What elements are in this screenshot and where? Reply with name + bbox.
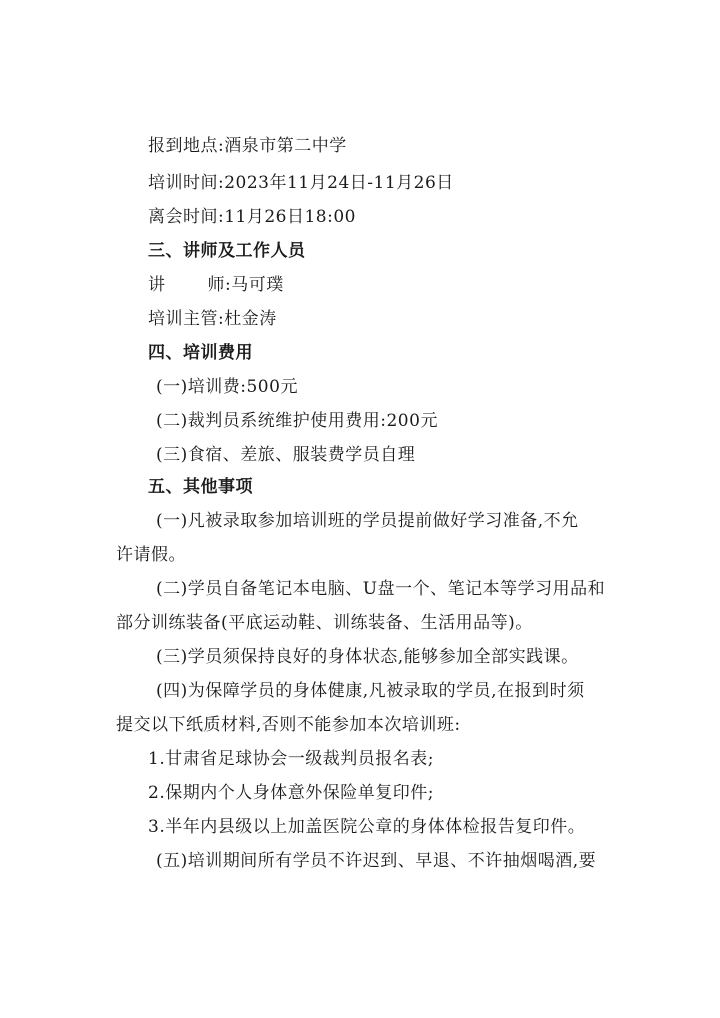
lecturer-line: [148, 273, 284, 297]
material-item-1: 1.甘肃省足球协会一级裁判员报名表;: [148, 749, 434, 769]
item-1-line-1: (一)凡被录取参加培训班的学员提前做好学习准备,不允: [156, 511, 579, 531]
item-4-line-1: (四)为保障学员的身体健康,凡被录取的学员,在报到时须: [156, 681, 585, 701]
item-1-line-2: 许请假。: [116, 545, 186, 565]
item-2-line-1: (二)学员自备笔记本电脑、U盘一个、笔记本等学习用品和: [156, 579, 606, 599]
section-5-heading: 五、其他事项: [148, 477, 253, 497]
fee-item-1: (一)培训费:500元: [156, 377, 298, 397]
fee-item-3: (三)食宿、差旅、服装费学员自理: [156, 445, 416, 465]
lecturer-label-part1: 讲: [148, 275, 166, 295]
section-4-heading: 四、培训费用: [148, 343, 253, 363]
item-2-line-2: 部分训练装备(平底运动鞋、训练装备、生活用品等)。: [116, 613, 533, 633]
lecturer-label-part2: 师:马可璞: [207, 275, 284, 295]
report-location-line: 报到地点:酒泉市第二中学: [148, 136, 347, 156]
item-4-line-2: 提交以下纸质材料,否则不能参加本次培训班:: [116, 715, 461, 735]
material-item-2: 2.保期内个人身体意外保险单复印件;: [148, 783, 434, 803]
departure-time-line: 离会时间:11月26日18:00: [148, 207, 356, 227]
training-time-line: 培训时间:2023年11月24日-11月26日: [148, 173, 454, 193]
item-3-line: (三)学员须保持良好的身体状态,能够参加全部实践课。: [156, 647, 579, 667]
material-item-3: 3.半年内县级以上加盖医院公章的身体体检报告复印件。: [148, 817, 586, 837]
fee-item-2: (二)裁判员系统维护使用费用:200元: [156, 411, 438, 431]
supervisor-line: 培训主管:杜金涛: [148, 309, 277, 329]
item-5-line-1: (五)培训期间所有学员不许迟到、早退、不许抽烟喝酒,要: [156, 851, 597, 871]
section-3-heading: 三、讲师及工作人员: [148, 241, 306, 261]
